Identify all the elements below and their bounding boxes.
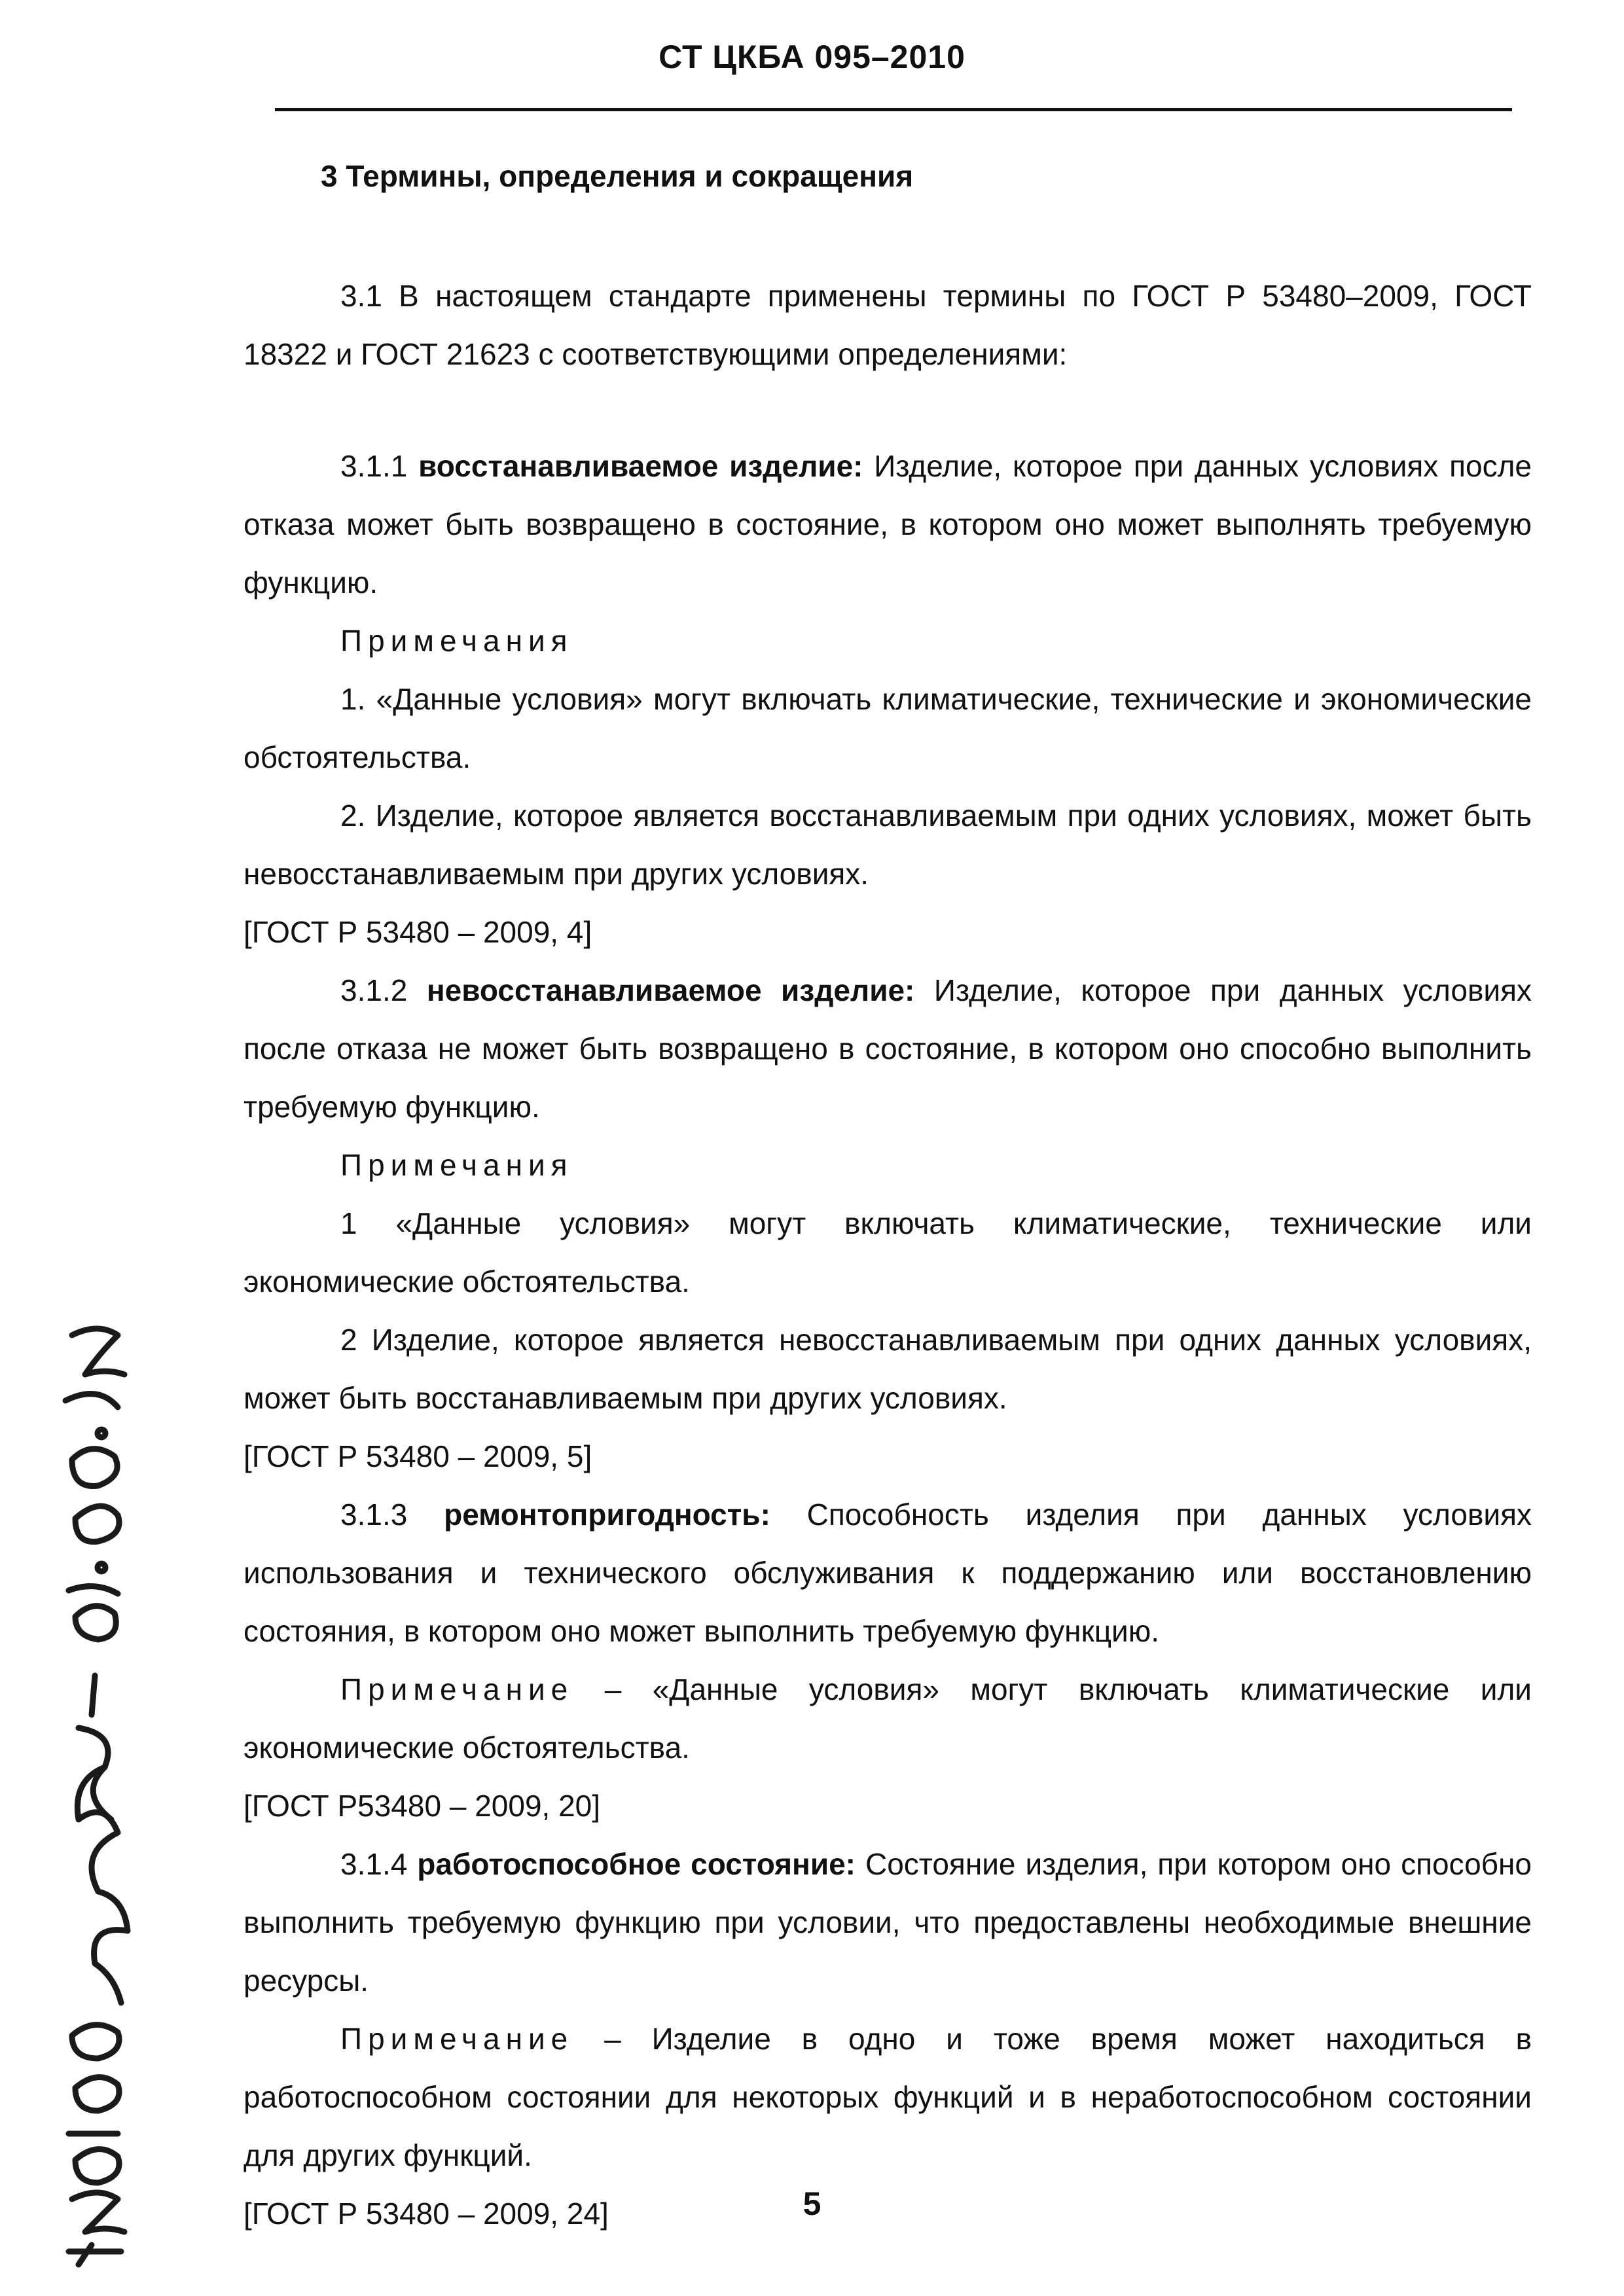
term-number: 3.1.4	[340, 1847, 408, 1881]
page-content	[244, 147, 1532, 2243]
term-source: [ГОСТ Р 53480 – 2009, 5]	[244, 1439, 592, 1473]
note-item: 2 Изделие, которое является невосстанавливаемым при одних данных условиях, может быть восстанавливаемым при других условиях.	[244, 1323, 1532, 1415]
term-definition	[244, 1486, 1532, 1660]
notes-label: Примечания	[340, 624, 573, 658]
note-item: 1. «Данные условия» могут включать климатические, технические и экономические обстоятельства.	[244, 682, 1532, 774]
term-definition-text: Способность изделия при данных условиях использования и технического обслуживания к поддержанию или восстановлению состояния, в котором оно может выполнить требуемую функцию.	[244, 1498, 1532, 1648]
note-label: Примечание	[340, 2022, 574, 2056]
term-3-1-4	[244, 1835, 1532, 2243]
term-definition-text: Состояние изделия, при котором оно способно выполнить требуемую функцию при условии, что предоставлены необходимые внешние ресурсы.	[244, 1847, 1532, 1998]
term-3-1-1	[244, 437, 1532, 961]
term-3-1-2	[244, 961, 1532, 1486]
note-text: – «Данные условия» могут включать климатические или экономические обстоятельства.	[244, 1672, 1532, 1765]
handwritten-signature-stamp	[39, 1309, 144, 2278]
term-definition	[244, 961, 1532, 1136]
term-3-1-3	[244, 1486, 1532, 1835]
term-definition-text: Изделие, которое при данных условиях после отказа может быть возвращено в состояние, в котором оно может выполнять требуемую функцию.	[244, 449, 1532, 600]
term-source: [ГОСТ Р53480 – 2009, 20]	[244, 1789, 601, 1823]
term-source: [ГОСТ Р 53480 – 2009, 24]	[244, 2197, 609, 2231]
term-number: 3.1.2	[340, 973, 408, 1007]
section-intro: 3.1 В настоящем стандарте применены термины по ГОСТ Р 53480–2009, ГОСТ 18322 и ГОСТ 21623 с соответствующими определениями:	[244, 279, 1532, 371]
term-name: ремонтопригодность:	[444, 1498, 770, 1532]
term-name: невосстанавливаемое изделие:	[426, 973, 915, 1007]
header-divider	[275, 108, 1512, 111]
document-code-header: СТ ЦКБА 095–2010	[659, 39, 965, 75]
note-paragraph	[244, 1660, 1532, 1777]
section-title: 3 Термины, определения и сокращения	[321, 159, 914, 193]
term-definition	[244, 1835, 1532, 2010]
notes-label: Примечания	[340, 1148, 573, 1182]
term-number: 3.1.3	[340, 1498, 408, 1532]
term-number: 3.1.1	[340, 449, 408, 483]
term-definition-text: Изделие, которое при данных условиях после отказа не может быть возвращено в состояние, в котором оно способно выполнить требуемую функцию.	[244, 973, 1532, 1124]
note-item: 2. Изделие, которое является восстанавливаемым при одних условиях, может быть невосстанавливаемым при других условиях.	[244, 798, 1532, 891]
note-paragraph	[244, 2010, 1532, 2185]
term-name: работоспособное состояние:	[417, 1847, 856, 1881]
term-name: восстанавливаемое изделие:	[418, 449, 863, 483]
note-label: Примечание	[340, 1672, 574, 1706]
note-text: – Изделие в одно и тоже время может находиться в работоспособном состоянии для некоторых функций и в неработоспособном состоянии для других функций.	[244, 2022, 1532, 2172]
term-definition	[244, 437, 1532, 612]
note-item: 1 «Данные условия» могут включать климатические, технические или экономические обстоятельства.	[244, 1206, 1532, 1299]
term-source: [ГОСТ Р 53480 – 2009, 4]	[244, 915, 592, 949]
page-number: 5	[803, 2185, 821, 2222]
